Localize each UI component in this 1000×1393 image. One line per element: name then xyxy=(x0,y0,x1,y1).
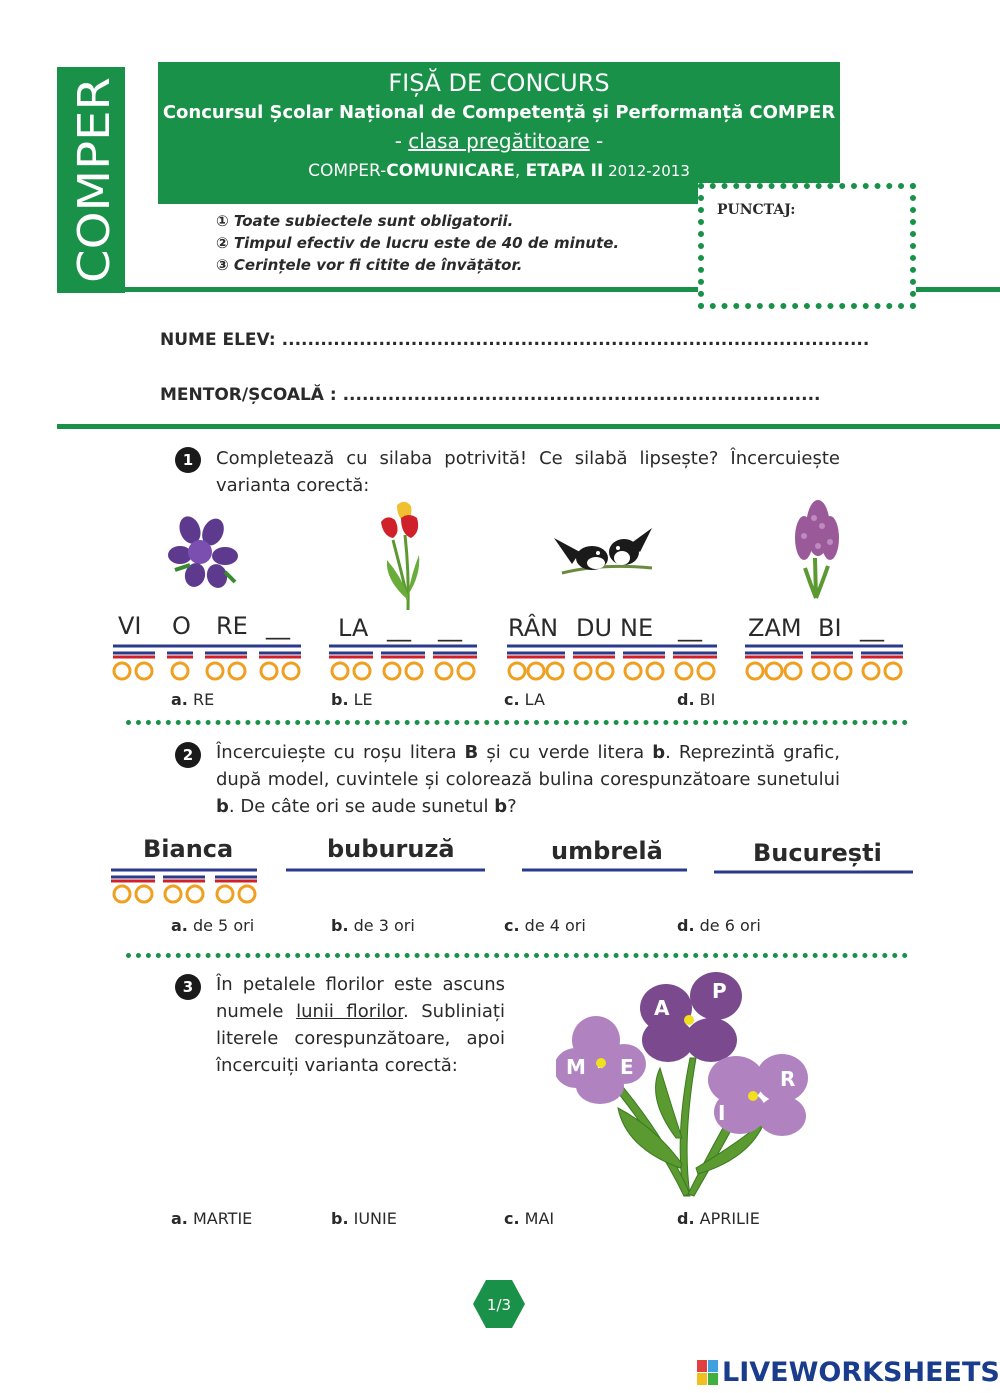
word-3-syllable-3: NE xyxy=(620,614,654,642)
rule-2: ② Timpul efectiv de lucru este de 40 de minute. xyxy=(216,234,620,252)
word-4-blank[interactable]: __ xyxy=(860,614,884,642)
word-2-blank-1[interactable]: __ xyxy=(387,614,411,642)
word-schemes xyxy=(105,866,920,908)
rules-list xyxy=(216,210,619,276)
dotted-separator-1 xyxy=(126,720,908,725)
header-divider xyxy=(125,287,700,292)
brand-name: LIVEWORKSHEETS xyxy=(722,1357,1000,1388)
word-4-syllable-2: BI xyxy=(818,614,842,642)
question-3-text: În petalele florilor este ascuns numele lunii florilor. Subliniați literele corespunzătoare, apoi încercuiți varianta corectă: xyxy=(216,974,505,1076)
word-1-syllable-2: O xyxy=(172,612,191,640)
syllable-schemes xyxy=(105,640,915,688)
question-3-number: 3 xyxy=(175,974,201,1000)
mentor-school-field[interactable]: MENTOR/ȘCOALĂ : .......................................................................... xyxy=(160,385,821,405)
student-name-field[interactable]: NUME ELEV: ........................................................................................... xyxy=(160,330,870,350)
word-1-blank[interactable]: __ xyxy=(266,612,290,640)
contest-name: Concursul Școlar Național de Competență și Performanță COMPER xyxy=(162,102,836,123)
word-4-syllable-1: ZAM xyxy=(748,614,802,642)
word-2-syllable-1: LA xyxy=(338,614,369,642)
score-label: PUNCTAJ: xyxy=(717,202,796,218)
q3-option-d[interactable]: d. APRILIE xyxy=(677,1209,760,1228)
q1-option-a[interactable]: a. RE xyxy=(171,690,215,709)
word-buburuza[interactable]: buburuză xyxy=(327,835,455,863)
q3-option-a[interactable]: a. MARTIE xyxy=(171,1209,253,1228)
petal-letter-m[interactable]: M xyxy=(566,1055,586,1079)
liveworksheets-logo-icon xyxy=(697,1360,719,1386)
petal-letter-i[interactable]: I xyxy=(718,1101,726,1125)
q1-option-b[interactable]: b. LE xyxy=(331,690,373,709)
word-umbrela[interactable]: umbrelă xyxy=(551,837,663,865)
word-3-syllable-1: RÂN xyxy=(508,614,559,642)
q2-option-b[interactable]: b. de 3 ori xyxy=(331,916,415,935)
q3-option-b[interactable]: b. IUNIE xyxy=(331,1209,397,1228)
flowers-picture xyxy=(556,968,816,1200)
page-number-badge xyxy=(473,1280,525,1328)
page-number: 1/3 xyxy=(486,1296,512,1314)
word-1-syllable-1: VI xyxy=(118,612,142,640)
petal-letter-r[interactable]: R xyxy=(780,1067,796,1091)
question-2-number: 2 xyxy=(175,742,201,768)
q3-option-c[interactable]: c. MAI xyxy=(504,1209,555,1228)
word-1-syllable-3: RE xyxy=(216,612,248,640)
word-bianca[interactable]: Bianca xyxy=(143,835,234,863)
swallows-picture xyxy=(552,518,657,588)
rule-3: ③ Cerințele vor fi citite de învățător. xyxy=(216,256,523,274)
question-1-number: 1 xyxy=(175,447,201,473)
class-line: - clasa pregătitoare - xyxy=(394,129,604,153)
word-2-blank-2[interactable]: __ xyxy=(438,614,462,642)
petal-letter-e[interactable]: E xyxy=(620,1055,634,1079)
word-3-blank[interactable]: __ xyxy=(678,614,702,642)
header-divider-right xyxy=(916,287,1000,292)
question-1-text: Completează cu silaba potrivită! Ce silabă lipsește? Încercuiește varianta corectă: xyxy=(216,448,840,496)
stage-line: COMPER-COMUNICARE, ETAPA II 2012-2013 xyxy=(308,161,690,181)
petal-letter-p[interactable]: P xyxy=(712,979,727,1003)
word-bucuresti[interactable]: București xyxy=(753,839,882,867)
question-2-text: Încercuiește cu roșu litera B și cu verde litera b. Reprezintă grafic, după model, cuvintele și colorează bulina corespunzătoare sunetului b. De câte ori se aude sunetul b? xyxy=(216,742,840,817)
class-name: clasa pregătitoare xyxy=(408,129,590,153)
logo-text: COMPER xyxy=(69,94,120,283)
hyacinth-picture xyxy=(790,498,845,603)
section-divider xyxy=(57,424,1000,429)
dotted-separator-2 xyxy=(126,953,908,958)
violet-picture xyxy=(155,510,250,595)
page-title: FIȘĂ DE CONCURS xyxy=(388,69,610,97)
comper-logo xyxy=(57,67,125,293)
q1-option-c[interactable]: c. LA xyxy=(504,690,545,709)
q1-option-d[interactable]: d. BI xyxy=(677,690,716,709)
q2-option-a[interactable]: a. de 5 ori xyxy=(171,916,255,935)
q2-option-c[interactable]: c. de 4 ori xyxy=(504,916,586,935)
rule-1: ① Toate subiectele sunt obligatorii. xyxy=(216,212,514,230)
tulip-picture xyxy=(375,500,425,612)
petal-letter-a[interactable]: A xyxy=(654,996,670,1020)
q2-option-d[interactable]: d. de 6 ori xyxy=(677,916,761,935)
word-3-syllable-2: DU xyxy=(576,614,613,642)
